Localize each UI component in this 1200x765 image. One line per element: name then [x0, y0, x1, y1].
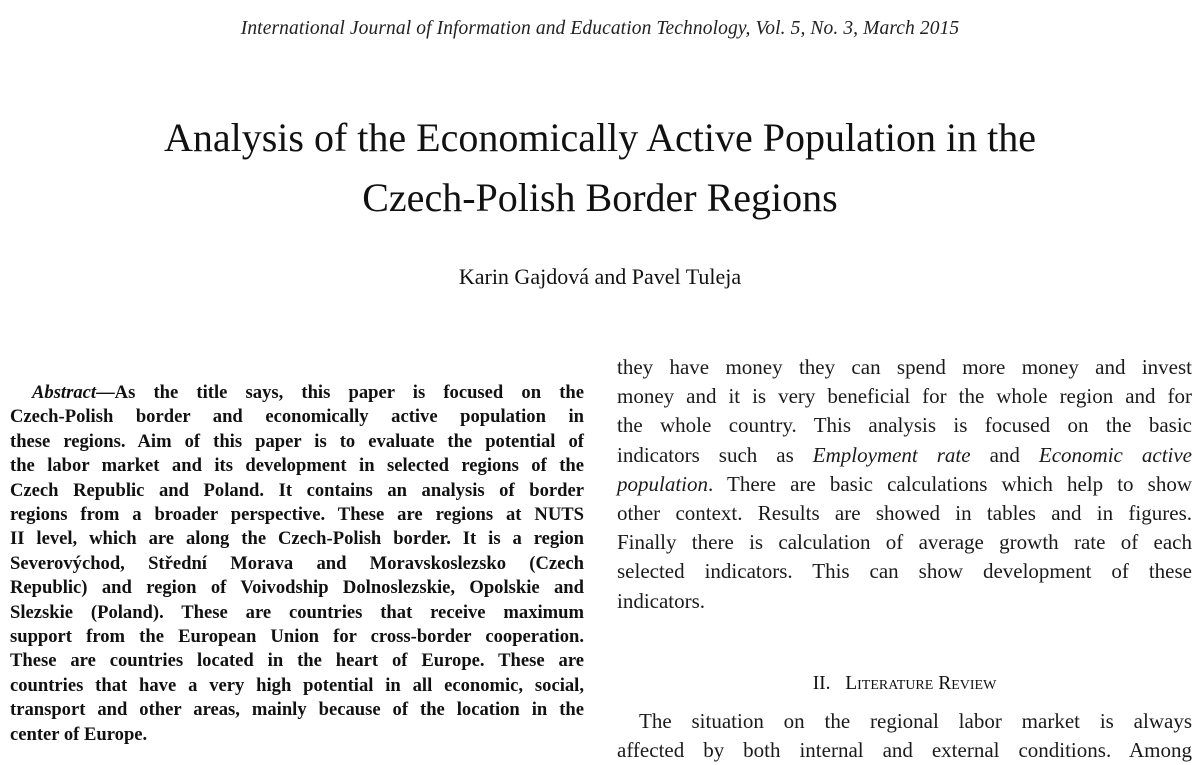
section-title-initial-2: R — [938, 673, 952, 694]
authors: Karin Gajdová and Pavel Tuleja — [458, 264, 742, 289]
abstract-line: Czech-Polish border and economically active population in — [10, 406, 584, 428]
body-line: money and it is very beneficial for the whole region and for — [617, 384, 1192, 409]
body-line — [617, 441, 1192, 470]
abstract-line: Severovýchod, Střední Morava and Moravskoslezsko (Czech — [10, 552, 584, 574]
abstract-line: II level, which are along the Czech-Polish border. It is a region — [10, 528, 584, 550]
abstract — [10, 381, 584, 747]
abstract-line: these regions. Aim of this paper is to evaluate the potential of — [10, 430, 584, 452]
body-line: affected by both internal and external conditions. Among — [617, 738, 1192, 763]
body-line: other context. Results are showed in tables and in figures. — [617, 501, 1192, 526]
abstract-line: center of Europe. — [10, 723, 148, 745]
emphasis-employment-rate: Employment rate — [812, 442, 971, 467]
abstract-line: Republic) and region of Voivodship Dolnoslezskie, Opolskie and — [10, 577, 584, 599]
section-title-initial: L — [845, 673, 858, 694]
emphasis-economic-active: Economic active — [1038, 442, 1193, 467]
abstract-line-text: —As the title says, this paper is focused on the — [96, 382, 584, 403]
abstract-label: Abstract — [32, 382, 97, 403]
section-title-rest-2: eview — [951, 673, 997, 694]
body-text: and — [970, 442, 1039, 467]
abstract-line — [10, 381, 584, 405]
abstract-line: support from the European Union for cross-border cooperation. — [10, 626, 584, 648]
literature-review-paragraph — [617, 707, 1192, 765]
paper-title — [0, 108, 1200, 228]
section-heading-literature-review — [617, 673, 1192, 695]
abstract-line: Czech Republic and Poland. It contains an analysis of border — [10, 479, 584, 501]
body-line: The situation on the regional labor market is always — [639, 709, 1192, 733]
abstract-line: the labor market and its development in selected regions of the — [10, 455, 584, 477]
body-text: . There are basic calculations which help to show — [708, 471, 1192, 496]
emphasis-population: population — [617, 471, 709, 496]
abstract-line: transport and other areas, mainly because of the location in the — [10, 699, 584, 721]
section-title-rest: iterature — [857, 673, 934, 694]
title-line-2: Czech-Polish Border Regions — [362, 175, 838, 220]
title-line-1: Analysis of the Economically Active Population in the — [163, 115, 1037, 160]
abstract-line: regions from a broader perspective. These are regions at NUTS — [10, 504, 584, 526]
body-line — [617, 470, 1192, 499]
body-line: the whole country. This analysis is focused on the basic — [617, 413, 1192, 438]
abstract-line: countries that have a very high potential in all economic, social, — [10, 674, 584, 696]
section-number: II. — [812, 673, 831, 694]
body-line: Finally there is calculation of average growth rate of each — [617, 530, 1192, 555]
body-line: selected indicators. This can show development of these — [617, 559, 1192, 584]
body-text: indicators such as — [617, 442, 813, 467]
abstract-line: Slezskie (Poland). These are countries that receive maximum — [10, 601, 584, 623]
abstract-line: These are countries located in the heart of Europe. These are — [10, 650, 584, 672]
body-line: indicators. — [617, 588, 706, 613]
body-line: they have money they can spend more money and invest — [617, 355, 1192, 379]
intro-paragraph — [617, 353, 1192, 616]
journal-header: International Journal of Information and Education Technology, Vol. 5, No. 3, March 2015 — [240, 18, 960, 39]
